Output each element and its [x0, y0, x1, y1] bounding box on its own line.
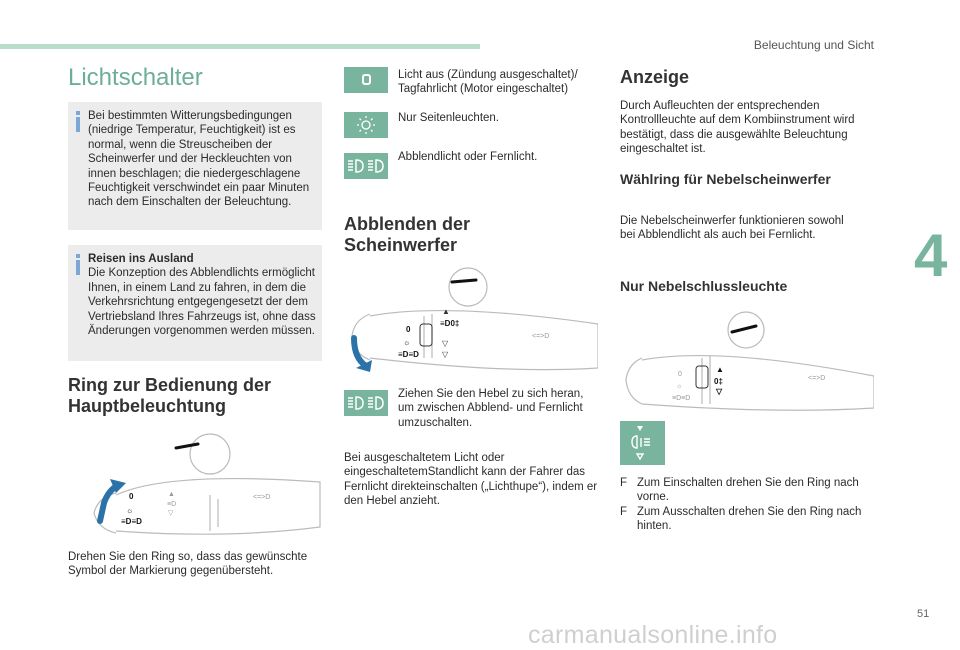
rear-fog-illustration	[618, 304, 874, 416]
abblenden-section-title: Abblenden der Scheinwerfer	[344, 214, 471, 255]
svg-text:0: 0	[129, 492, 134, 501]
svg-text:▲: ▲	[442, 307, 450, 316]
bullet-item	[620, 505, 876, 534]
anzeige-text: Durch Aufleuchten der entsprechenden Kontrollleuchte auf dem Kombiinstrument wird bestätigt, dass die ausgewählte Beleuchtung eingeschaltet ist.	[620, 100, 855, 156]
page-number: 51	[917, 608, 930, 620]
dipped-main-beam-symbol-icon	[344, 390, 388, 416]
bullet-marker: F	[620, 505, 628, 518]
chapter-number: 4	[914, 222, 948, 289]
svg-text:≡D0‡: ≡D0‡	[440, 319, 460, 328]
svg-text:0: 0	[678, 371, 682, 378]
flash-description: Ziehen Sie den Hebel zu sich heran, um zwischen Abblend- und Fernlicht umzuschalten.	[398, 388, 584, 429]
svg-text:☼: ☼	[676, 383, 683, 390]
page-title: Lichtschalter	[68, 64, 203, 91]
info-text: Bei bestimmten Witterungsbedingungen (niedrige Temperatur, Feuchtigkeit) ist es normal, wenn die Streuscheiben der Scheinwerfer und der Heckleuchten von innen beschlagen; die niedergeschlagene Feuchtigkeit verschwindet ein paar Minuten nach dem Einschalten der Beleuchtung.	[88, 110, 310, 209]
anzeige-section-title: Anzeige	[620, 67, 690, 87]
svg-text:▽: ▽	[716, 387, 723, 396]
symbol-description: Abblendlicht oder Fernlicht.	[398, 151, 538, 163]
section-title: Beleuchtung und Sicht	[753, 38, 874, 52]
svg-text:0: 0	[406, 325, 411, 334]
svg-text:☼: ☼	[126, 506, 134, 515]
fog-text: Die Nebelscheinwerfer funktionieren sowohl bei Abblendlicht als auch bei Fernlicht.	[620, 215, 844, 242]
svg-text:▽: ▽	[442, 339, 449, 348]
svg-text:☼: ☼	[403, 338, 411, 347]
rear-fog-symbol-icon	[620, 421, 665, 465]
svg-text:<=>D: <=>D	[253, 494, 271, 501]
svg-text:≡D: ≡D	[167, 501, 177, 508]
header-rule	[0, 44, 480, 49]
bullet-text: Zum Einschalten drehen Sie den Ring nach vorne.	[637, 477, 859, 504]
info-text-block	[88, 252, 318, 338]
svg-text:▲: ▲	[168, 491, 175, 498]
symbol-description: Nur Seitenleuchten.	[398, 112, 500, 124]
watermark: carmanualsonline.info	[528, 621, 778, 649]
info-text: Die Konzeption des Abblendlichts ermöglicht Ihnen, in einem Land zu fahren, in dem die Verkehrsrichtung entgegengesetzt der dem Vertriebsland Ihres Fahrzeugs ist, ohne dass Änderungen vorgenommen werden müssen.	[88, 267, 316, 338]
svg-text:≡D≡D: ≡D≡D	[121, 517, 142, 526]
info-box-condensation	[68, 102, 322, 230]
bullet-item	[620, 476, 876, 505]
ring-control-illustration	[68, 427, 328, 542]
ring-section-title: Ring zur Bedienung der Hauptbeleuchtung	[68, 375, 272, 416]
flash-paragraph: Bei ausgeschaltetem Licht oder eingeschaltetemStandlicht kann der Fahrer das Fernlicht direkteinschalten („Lichthupe“), indem er den Hebel anzieht.	[344, 452, 598, 508]
symbol-description: Licht aus (Zündung ausgeschaltet)/ Tagfahrlicht (Motor eingeschaltet)	[398, 69, 578, 96]
bullet-marker: F	[620, 477, 628, 489]
info-box-travel-abroad	[68, 245, 322, 361]
ring-caption: Drehen Sie den Ring so, dass das gewünschte Symbol der Markierung gegenübersteht.	[68, 551, 308, 578]
headlamp-flash-illustration	[336, 262, 598, 374]
svg-text:▲: ▲	[716, 365, 724, 374]
svg-text:≡D≡D: ≡D≡D	[672, 395, 691, 402]
rear-fog-section-title: Nur Nebelschlussleuchte	[620, 278, 788, 294]
info-icon	[76, 254, 80, 275]
svg-text:▽: ▽	[442, 350, 449, 359]
svg-text:<=>D: <=>D	[808, 375, 826, 382]
fog-section-title: Wählring für Nebelscheinwerfer	[620, 171, 831, 187]
svg-text:≡D≡D: ≡D≡D	[398, 350, 419, 359]
light-off-symbol-icon	[344, 67, 388, 93]
svg-text:0‡: 0‡	[714, 377, 723, 386]
svg-text:▽: ▽	[168, 510, 174, 517]
bullet-text: Zum Ausschalten drehen Sie den Ring nach hinten.	[637, 505, 862, 533]
sidelights-symbol-icon	[344, 112, 388, 138]
rear-fog-bullets	[620, 476, 876, 534]
svg-text:<=>D: <=>D	[532, 333, 550, 340]
dipped-main-beam-symbol-icon	[344, 153, 388, 179]
info-icon	[76, 111, 80, 132]
info-subtitle: Reisen ins Ausland	[88, 253, 194, 265]
